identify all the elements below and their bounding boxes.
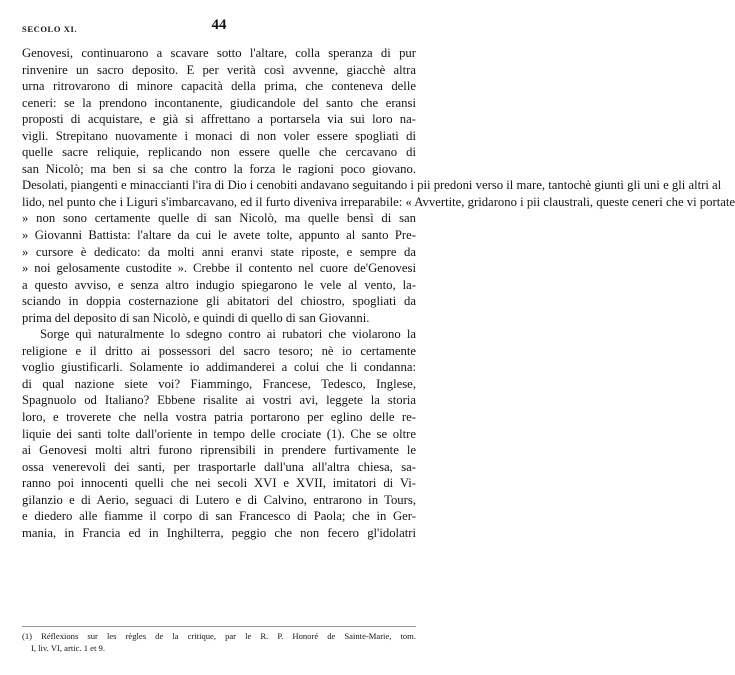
footnote-rule bbox=[22, 626, 416, 627]
text-line: prima del deposito di san Nicolò, e quindi di quello di san Giovanni. bbox=[22, 310, 370, 325]
text-line: vigli. Strepitano nuovamente i monaci di non voler essere spogliati di bbox=[22, 128, 416, 143]
text-line: » Giovanni Battista: l'altare da cui le avete tolte, appunto al santo Pre- bbox=[22, 228, 416, 243]
text-line: gilanzio e di Aerio, seguaci di Lutero e di Calvino, entrarono in Tours, bbox=[22, 492, 416, 507]
text-line: voglio giustificarli. Solamente io addimanderei a colui che li condanna: bbox=[22, 360, 416, 375]
body-text bbox=[22, 45, 735, 541]
text-line: ranno poi innocenti quelli che nei secoli XVI e XVII, imitatori di Vi- bbox=[22, 476, 416, 491]
text-line: liquie dei santi tolte dall'oriente in tempo delle crociate (1). Che se oltre bbox=[22, 426, 416, 441]
text-line: sciando in doppia costernazione gli abitatori del chiostro, spogliati da bbox=[22, 294, 416, 309]
text-line: mania, in Francia ed in Inghilterra, peggio che non fecero gl'idolatri bbox=[22, 525, 416, 540]
text-line: Genovesi, continuarono a scavare sotto l'altare, colla speranza di pur bbox=[22, 46, 416, 60]
page-header bbox=[22, 16, 416, 36]
page-number: 44 bbox=[211, 17, 227, 33]
text-line: » non sono certamente quelle di san Nicolò, ma quelle bensì di san bbox=[22, 211, 416, 226]
text-line: ossa venerevoli dei santi, per trasportarle dall'una all'altra chiesa, sa- bbox=[22, 459, 416, 474]
text-line: Sorge quì naturalmente lo sdegno contro ai rubatori che violarono la bbox=[40, 327, 416, 342]
text-line: religione e il dritto ai possessori del sacro tesoro; nè io certamente bbox=[22, 343, 416, 358]
running-head: SECOLO XI. bbox=[22, 24, 78, 34]
footnote bbox=[22, 630, 416, 654]
footnote-line: (1) Réflexions sur les règles de la critique, par le R. P. Honoré de Sainte-Marie, tom. bbox=[22, 631, 416, 641]
text-line: rinvenire un sacro deposito. E per verità così avvenne, giacchè altra bbox=[22, 62, 416, 77]
text-line: Spagnuolo od Italiano? Ebbene risalite ai vostri avi, leggete la storia bbox=[22, 393, 416, 408]
text-line: proposti di acquistare, e già si affrettano a portarsela via sui loro na- bbox=[22, 112, 416, 127]
text-line: Desolati, piangenti e minaccianti l'ira di Dio i cenobiti andavano seguitando i pii predoni verso il mare, tantochè giunti gli uni e gli altri al bbox=[22, 178, 722, 193]
text-line: lido, nel punto che i Liguri s'imbarcavano, ed il furto diveniva irreparabile: « Avvertite, gridarono i pii claustrali, queste ceneri che vi portate bbox=[22, 194, 735, 209]
text-line: » noi gelosamente custodite ». Crebbe il contento nel cuore de'Genovesi bbox=[22, 261, 416, 276]
text-line: quelle sacre reliquie, replicando non essere quelle che cercavano di bbox=[22, 145, 416, 160]
text-line: ai Genovesi molti altri furono riprensibili in prendere furtivamente le bbox=[22, 443, 416, 458]
text-line: » cursore è dedicato: da molti anni eranvi state riposte, e sempre da bbox=[22, 244, 416, 259]
text-line: di qual nazione siete voi? Fiammingo, Francese, Tedesco, Inglese, bbox=[22, 376, 416, 391]
text-line: san Nicolò; ma ben si sa che contro la forza le ragioni poco giovano. bbox=[22, 161, 416, 176]
text-line: a questo avviso, e senza altro indugio spiegarono le vele al vento, la- bbox=[22, 277, 416, 292]
text-line: e diedero alle fiamme il corpo di san Francesco di Paola; che in Ger- bbox=[22, 509, 416, 524]
text-line: urna ritrovarono di minore capacità della prima, che conteneva delle bbox=[22, 79, 416, 94]
footnote-line: I, liv. VI, artic. 1 et 9. bbox=[31, 643, 105, 653]
text-line: loro, e troverete che nella vostra patria portarono per eglino delle re- bbox=[22, 410, 416, 425]
text-line: ceneri: se la prendono incontanente, giudicandole del santo che eransi bbox=[22, 95, 416, 110]
